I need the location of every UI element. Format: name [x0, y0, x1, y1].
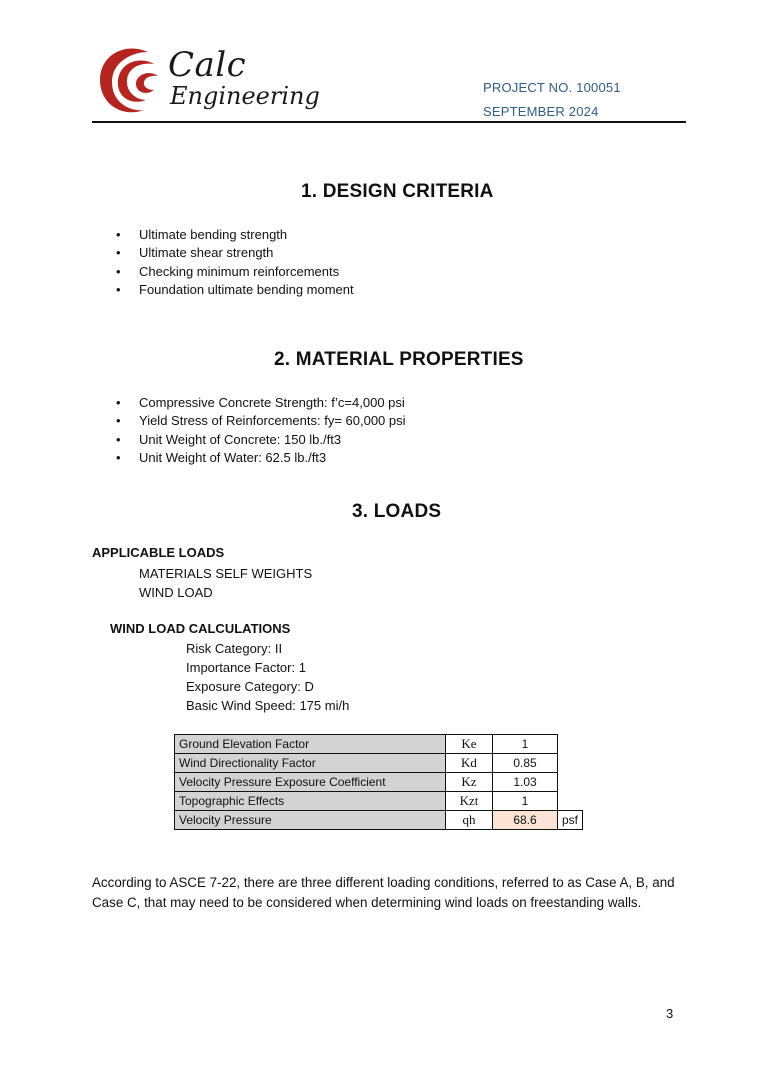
table-cell-unit [558, 735, 583, 754]
table-cell-value: 0.85 [493, 754, 558, 773]
table-cell-symbol: Kd [446, 754, 493, 773]
section-title: DESIGN CRITERIA [322, 181, 494, 202]
table-cell-symbol: Kz [446, 773, 493, 792]
table-cell-label: Ground Elevation Factor [175, 735, 446, 754]
table-row [175, 735, 583, 754]
section-heading-material-properties [274, 349, 524, 371]
list-item: • Unit Weight of Concrete: 150 lb./ft3 [115, 431, 406, 449]
table-cell-symbol: Ke [446, 735, 493, 754]
table-cell-label: Topographic Effects [175, 792, 446, 811]
table-cell-symbol: Kzt [446, 792, 493, 811]
wind-load-table [174, 734, 583, 830]
table-cell-unit [558, 792, 583, 811]
design-criteria-list [115, 226, 354, 299]
table-cell-label: Velocity Pressure Exposure Coefficient [175, 773, 446, 792]
table-cell-label: Wind Directionality Factor [175, 754, 446, 773]
table-cell-unit: psf [558, 811, 583, 830]
table-row [175, 754, 583, 773]
list-item: Exposure Category: D [186, 679, 314, 694]
list-item: WIND LOAD [139, 585, 213, 600]
list-item: • Ultimate bending strength [115, 226, 354, 244]
table-cell-unit [558, 773, 583, 792]
list-item: MATERIALS SELF WEIGHTS [139, 566, 313, 581]
table-row [175, 792, 583, 811]
project-number: PROJECT NO. 100051 [483, 80, 621, 95]
table-cell-value: 1.03 [493, 773, 558, 792]
table-row [175, 811, 583, 830]
applicable-loads-heading: APPLICABLE LOADS [92, 545, 225, 560]
table-row [175, 773, 583, 792]
logo-line-engineering: Engineering [170, 82, 320, 110]
table-cell-value: 1 [493, 792, 558, 811]
applicable-loads-list [139, 564, 312, 602]
company-logo-text [168, 45, 320, 110]
material-properties-list [115, 394, 406, 467]
list-item: • Ultimate shear strength [115, 244, 354, 262]
list-item: Importance Factor: 1 [186, 660, 306, 675]
wind-load-parameters [186, 639, 349, 715]
company-logo-mark [96, 42, 168, 116]
list-item: Risk Category: II [186, 641, 283, 656]
section-title: MATERIAL PROPERTIES [295, 349, 524, 370]
loading-conditions-paragraph: According to ASCE 7-22, there are three different loading conditions, referred to as Case A, B, and Case C, that may need to be considered when determining wind loads on freestanding walls. [92, 875, 675, 910]
list-item: • Foundation ultimate bending moment [115, 281, 354, 299]
page-number: 3 [666, 1006, 674, 1021]
table-cell-label: Velocity Pressure [175, 811, 446, 830]
section-heading-loads [352, 501, 441, 523]
project-date: SEPTEMBER 2024 [483, 104, 599, 119]
section-title: LOADS [373, 501, 442, 522]
section-number: 2. [274, 349, 291, 370]
table-cell-unit [558, 754, 583, 773]
table-cell-symbol: qh [446, 811, 493, 830]
section-number: 3. [352, 501, 369, 522]
table-cell-value: 68.6 [493, 811, 558, 830]
wind-load-heading: WIND LOAD CALCULATIONS [110, 621, 291, 636]
section-heading-design-criteria [301, 181, 494, 203]
list-item: • Checking minimum reinforcements [115, 263, 354, 281]
list-item: • Compressive Concrete Strength: f’c=4,000 psi [115, 394, 406, 412]
logo-line-calc: Calc [168, 45, 247, 85]
table-cell-value: 1 [493, 735, 558, 754]
header-divider [92, 121, 686, 123]
section-number: 1. [301, 181, 318, 202]
list-item: • Yield Stress of Reinforcements: fy= 60,000 psi [115, 412, 406, 430]
list-item: Basic Wind Speed: 175 mi/h [186, 698, 350, 713]
list-item: • Unit Weight of Water: 62.5 lb./ft3 [115, 449, 406, 467]
